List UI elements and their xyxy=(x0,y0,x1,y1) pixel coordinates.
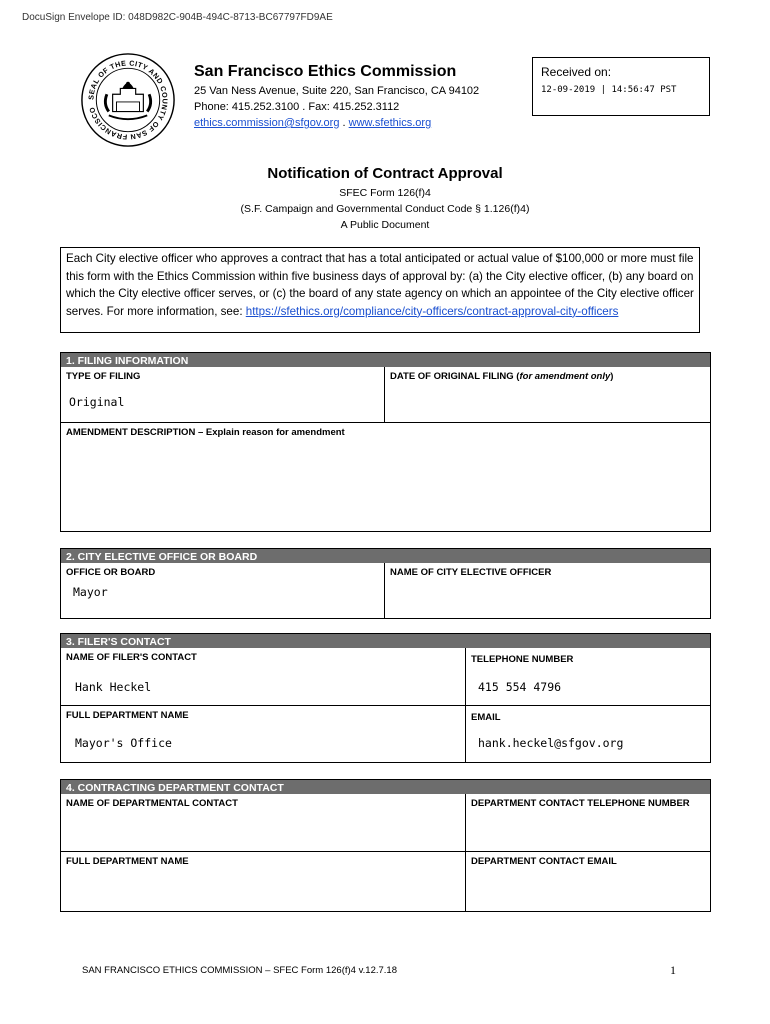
filers-contact-section xyxy=(60,633,711,763)
filer-department-value[interactable]: Mayor's Office xyxy=(75,736,172,750)
section-heading: 4. CONTRACTING DEPARTMENT CONTACT xyxy=(61,780,710,794)
org-links xyxy=(194,117,431,129)
public-document-note: A Public Document xyxy=(340,219,430,231)
office-or-board-cell xyxy=(61,563,385,618)
city-seal-icon xyxy=(80,52,176,148)
website-link[interactable]: www.sfethics.org xyxy=(348,117,432,129)
section-heading: 3. FILER'S CONTACT xyxy=(61,634,710,648)
original-filing-date-cell xyxy=(385,367,710,423)
dept-contact-phone-cell[interactable] xyxy=(466,794,710,852)
filer-name-value[interactable]: Hank Heckel xyxy=(75,680,152,694)
dept-contact-email-cell[interactable] xyxy=(466,852,710,911)
filer-phone-value[interactable]: 415 554 4796 xyxy=(478,680,562,694)
email-link[interactable]: ethics.commission@sfgov.org xyxy=(194,117,340,129)
dept-contact-email-label: DEPARTMENT CONTACT EMAIL xyxy=(471,856,617,867)
org-phone-fax: Phone: 415.252.3100 . Fax: 415.252.3112 xyxy=(194,101,400,113)
envelope-id: DocuSign Envelope ID: 048D982C-904B-494C-8713-BC67797FD9AE xyxy=(22,12,333,23)
filer-phone-label: TELEPHONE NUMBER xyxy=(471,654,574,665)
received-box xyxy=(532,57,710,116)
dept-name-cell[interactable] xyxy=(61,852,466,911)
section-heading: 1. FILING INFORMATION xyxy=(61,353,710,367)
section-heading: 2. CITY ELECTIVE OFFICE OR BOARD xyxy=(61,549,710,563)
dept-contact-name-cell[interactable] xyxy=(61,794,466,852)
amendment-description-label: AMENDMENT DESCRIPTION – Explain reason for amendment xyxy=(66,427,345,438)
elective-officer-name-cell[interactable] xyxy=(385,563,710,618)
instructions-link[interactable]: https://sfethics.org/compliance/city-officers/contract-approval-city-officers xyxy=(245,304,619,318)
type-of-filing-value[interactable]: Original xyxy=(69,395,125,409)
office-or-board-value[interactable]: Mayor xyxy=(73,585,108,599)
form-number: SFEC Form 126(f)4 xyxy=(339,187,431,199)
dept-contact-phone-label: DEPARTMENT CONTACT TELEPHONE NUMBER xyxy=(471,798,690,809)
instructions-box xyxy=(60,247,700,333)
amendment-description-cell[interactable] xyxy=(61,423,710,531)
filer-department-label: FULL DEPARTMENT NAME xyxy=(66,710,189,721)
filer-department-cell xyxy=(61,706,466,762)
filer-email-label: EMAIL xyxy=(471,712,501,723)
seal-text: SEAL OF THE CITY AND COUNTY OF SAN FRANCISCO xyxy=(86,58,170,142)
page-footer: SAN FRANCISCO ETHICS COMMISSION – SFEC Form 126(f)4 v.12.7.18 xyxy=(82,965,397,976)
city-elective-office-section xyxy=(60,548,711,619)
org-name: San Francisco Ethics Commission xyxy=(194,63,457,80)
form-title: Notification of Contract Approval xyxy=(267,165,503,182)
office-or-board-label: OFFICE OR BOARD xyxy=(66,567,156,578)
dept-contact-name-label: NAME OF DEPARTMENTAL CONTACT xyxy=(66,798,238,809)
dept-name-label: FULL DEPARTMENT NAME xyxy=(66,856,189,867)
filer-name-cell xyxy=(61,648,466,706)
contracting-department-section xyxy=(60,779,711,912)
type-of-filing-cell xyxy=(61,367,385,423)
code-reference: (S.F. Campaign and Governmental Conduct Code § 1.126(f)4) xyxy=(240,203,530,215)
filer-name-label: NAME OF FILER'S CONTACT xyxy=(66,652,197,663)
filer-email-value[interactable]: hank.heckel@sfgov.org xyxy=(478,736,624,750)
filer-email-cell xyxy=(466,706,710,762)
page-number: 1 xyxy=(670,963,676,977)
filer-phone-cell xyxy=(466,648,710,706)
received-label: Received on: xyxy=(541,65,612,79)
org-address: 25 Van Ness Avenue, Suite 220, San Francisco, CA 94102 xyxy=(194,85,480,97)
elective-officer-name-label: NAME OF CITY ELECTIVE OFFICER xyxy=(390,567,552,578)
type-of-filing-label: TYPE OF FILING xyxy=(66,371,141,382)
original-filing-date-label: DATE OF ORIGINAL FILING (for amendment only) xyxy=(390,371,614,382)
received-timestamp: 12-09-2019 | 14:56:47 PST xyxy=(541,85,677,95)
link-separator: . xyxy=(342,117,346,129)
filing-information-section xyxy=(60,352,711,532)
instructions-text: Each City elective officer who approves a contract that has a total anticipated or actual value of $100,000 or more must file this form with the Ethics Commission within five business days of approval by: (a) the City elective officer, (b) any board on which the City elective officer serves, or (c) the board of any state agency on which an appointee of the City elective officer serves. For more information, see: xyxy=(66,252,694,318)
